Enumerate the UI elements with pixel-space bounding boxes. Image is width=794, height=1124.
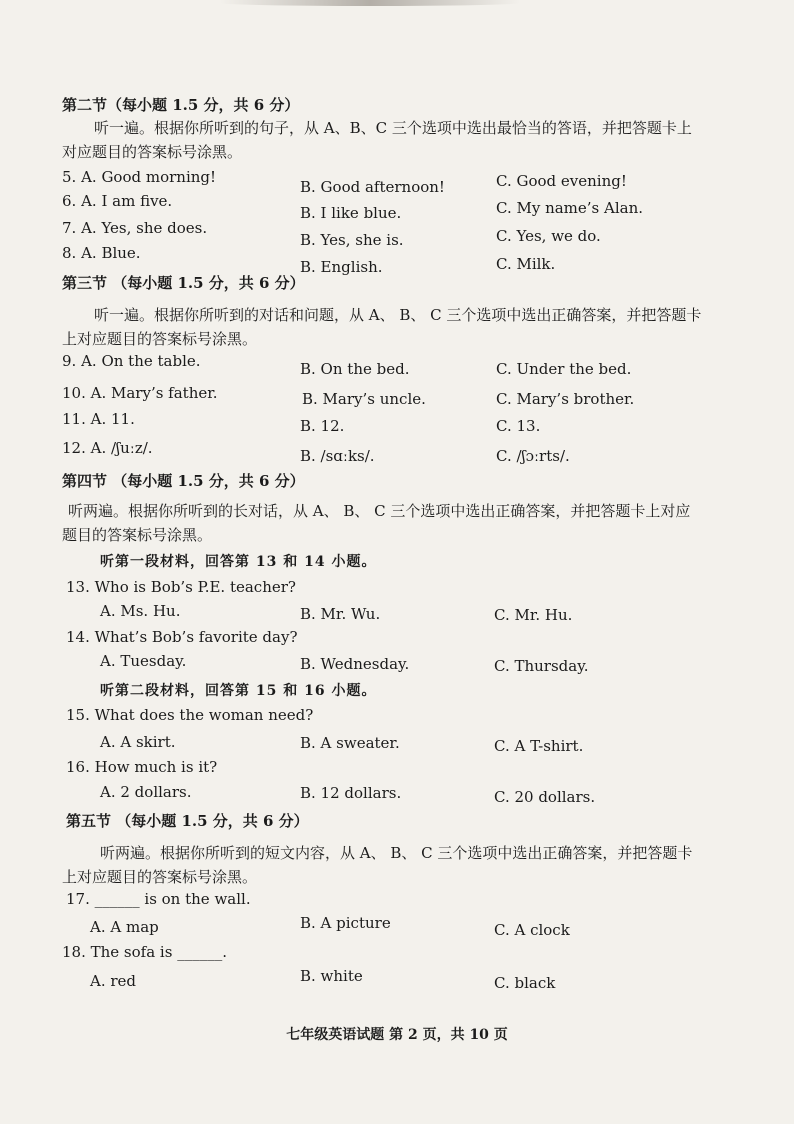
q8-option-a: 8. A. Blue.: [62, 244, 141, 262]
q13-stem: 13. Who is Bob’s P.E. teacher?: [66, 578, 296, 596]
section-2-instruction: 听一遍。根据你所听到的句子，从 A、B、C 三个选项中选出最恰当的答语，并把答题卡上对应题目的答案标号涂黑。: [62, 119, 692, 161]
section-4-material-2: 听第二段材料，回答第 15 和 16 小题。: [100, 683, 377, 699]
q18-option-c: C. black: [494, 974, 556, 992]
q8-option-c: C. Milk.: [496, 255, 556, 273]
section-5-instruction: 听两遍。根据你所听到的短文内容，从 A、 B、 C 三个选项中选出正确答案，并把答题卡上对应题目的答案标号涂黑。: [62, 844, 693, 886]
q18-option-b: B. white: [300, 967, 363, 985]
q6-option-b: B. I like blue.: [300, 204, 402, 222]
q14-option-a: A. Tuesday.: [100, 652, 187, 670]
q14-option-b: B. Wednesday.: [300, 655, 410, 673]
q11-option-c: C. 13.: [496, 417, 541, 435]
section-2-title: 第二节（每小题 1.5 分，共 6 分）: [62, 96, 300, 114]
q14-option-c: C. Thursday.: [494, 657, 589, 675]
q6-option-a: 6. A. I am five.: [62, 192, 173, 210]
q15-option-b: B. A sweater.: [300, 734, 400, 752]
section-4-instruction: 听两遍。根据你所听到的长对话，从 A、 B、 C 三个选项中选出正确答案，并把答题卡上对应题目的答案标号涂黑。: [62, 502, 691, 544]
q18-stem: 18. The sofa is ______.: [62, 943, 227, 961]
q10-option-c: C. Mary’s brother.: [496, 390, 635, 408]
q12-option-a: 12. A. /ʃuːz/.: [62, 439, 153, 457]
section-4-title: 第四节 （每小题 1.5 分，共 6 分）: [62, 472, 305, 490]
q6-option-c: C. My name’s Alan.: [496, 199, 644, 217]
q10-option-a: 10. A. Mary’s father.: [62, 384, 218, 402]
q16-stem: 16. How much is it?: [66, 758, 218, 776]
q8-option-b: B. English.: [300, 258, 383, 276]
q9-option-a: 9. A. On the table.: [62, 352, 201, 370]
q9-option-c: C. Under the bed.: [496, 360, 632, 378]
q12-option-b: B. /sɑːks/.: [300, 447, 375, 465]
q11-option-a: 11. A. 11.: [62, 410, 135, 428]
q5-option-a: 5. A. Good morning!: [62, 168, 217, 186]
q7-option-c: C. Yes, we do.: [496, 227, 601, 245]
q18-option-a: A. red: [90, 972, 137, 990]
q7-option-b: B. Yes, she is.: [300, 231, 404, 249]
q17-option-b: B. A picture: [300, 914, 391, 932]
q5-option-c: C. Good evening!: [496, 172, 627, 190]
scan-edge-mark: [220, 0, 520, 6]
q7-option-a: 7. A. Yes, she does.: [62, 219, 208, 237]
q17-option-a: A. A map: [90, 918, 159, 936]
section-4-material-1: 听第一段材料，回答第 13 和 14 小题。: [100, 554, 377, 570]
section-5-title: 第五节 （每小题 1.5 分，共 6 分）: [66, 812, 309, 830]
q16-option-b: B. 12 dollars.: [300, 784, 402, 802]
q9-option-b: B. On the bed.: [300, 360, 410, 378]
q17-option-c: C. A clock: [494, 921, 570, 939]
q11-option-b: B. 12.: [300, 417, 345, 435]
q13-option-b: B. Mr. Wu.: [300, 605, 381, 623]
q16-option-a: A. 2 dollars.: [100, 783, 192, 801]
q10-option-b: B. Mary’s uncle.: [302, 390, 426, 408]
q13-option-c: C. Mr. Hu.: [494, 606, 573, 624]
section-3-title: 第三节 （每小题 1.5 分，共 6 分）: [62, 274, 305, 292]
section-3-instruction: 听一遍。根据你所听到的对话和问题，从 A、 B、 C 三个选项中选出正确答案，并把答题卡上对应题目的答案标号涂黑。: [62, 306, 702, 348]
page-footer: 七年级英语试题 第 2 页，共 10 页: [286, 1027, 508, 1043]
q15-stem: 15. What does the woman need?: [66, 706, 314, 724]
q17-stem: 17. ______ is on the wall.: [66, 890, 251, 908]
q15-option-a: A. A skirt.: [100, 733, 176, 751]
q12-option-c: C. /ʃɔːrts/.: [496, 447, 570, 465]
q14-stem: 14. What’s Bob’s favorite day?: [66, 628, 298, 646]
q16-option-c: C. 20 dollars.: [494, 788, 596, 806]
q13-option-a: A. Ms. Hu.: [100, 602, 181, 620]
q5-option-b: B. Good afternoon!: [300, 178, 445, 196]
q15-option-c: C. A T-shirt.: [494, 737, 584, 755]
